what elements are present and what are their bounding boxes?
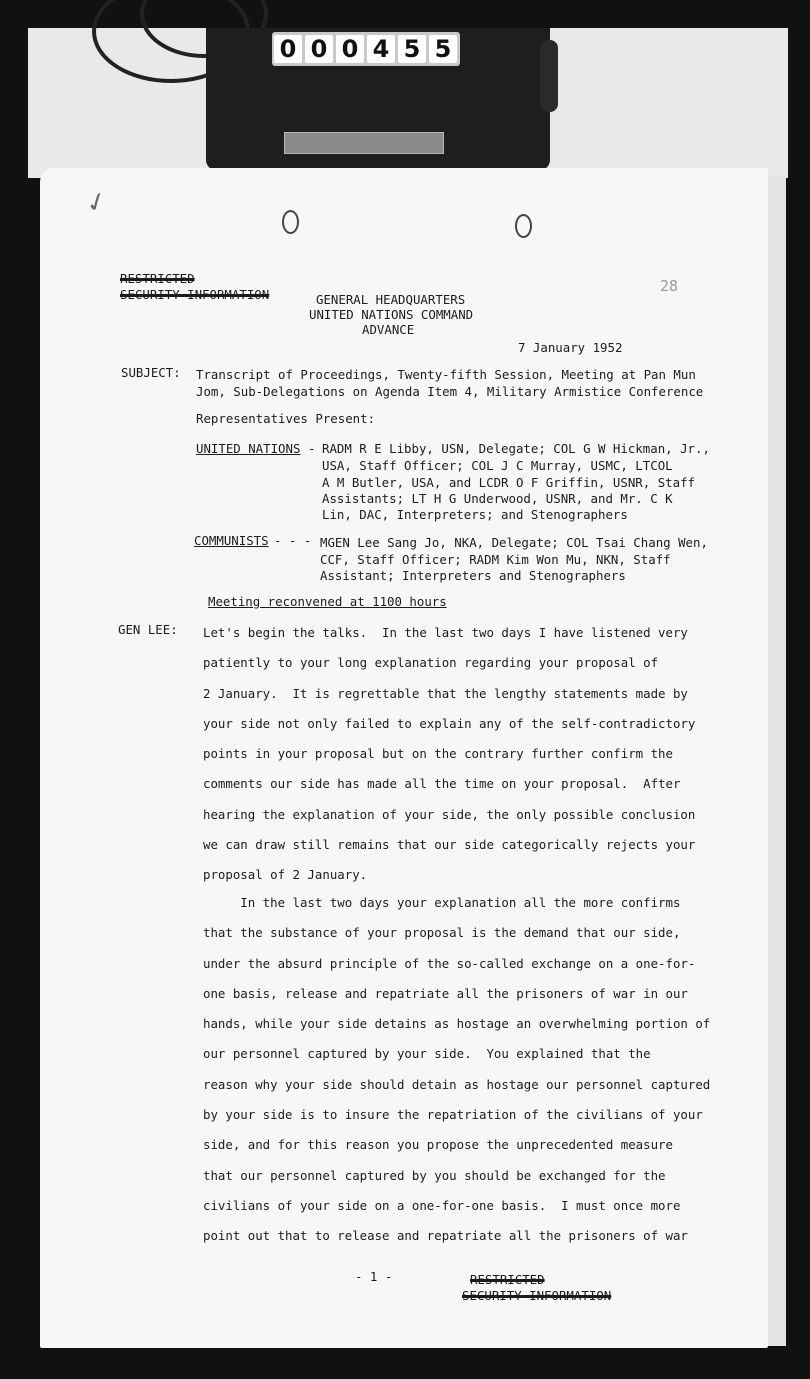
counter-digit: 5	[398, 35, 426, 63]
statement-line: under the absurd principle of the so-called exchange on a one-for-	[203, 955, 696, 971]
classification-security: SECURITY INFORMATION	[120, 287, 270, 302]
page-mark: 28	[660, 277, 679, 295]
statement-line: Let's begin the talks. In the last two days I have listened very	[203, 625, 688, 640]
statement-line: points in your proposal but on the contrary further confirm the	[203, 746, 673, 762]
punch-hole-left	[282, 210, 299, 234]
communists-delegation-line: Assistant; Interpreters and Stenographers	[320, 568, 626, 583]
statement-line: patiently to your long explanation regarding your proposal of	[203, 655, 659, 671]
statement-line: proposal of 2 January.	[203, 867, 368, 883]
speaker-label: GEN LEE:	[118, 622, 178, 637]
subject-line-2: Jom, Sub-Delegations on Agenda Item 4, Military Armistice Conference	[196, 384, 704, 399]
un-delegation-line: A M Butler, USA, and LCDR O F Griffin, USNR, Staff	[322, 475, 695, 490]
un-delegation-separator: -	[308, 441, 316, 456]
counter-digit: 0	[336, 35, 364, 63]
header-line-2: UNITED NATIONS COMMAND	[309, 307, 474, 322]
un-delegation-line: RADM R E Libby, USN, Delegate; COL G W Hickman, Jr.,	[322, 441, 710, 456]
check-mark-icon: ✓	[81, 185, 113, 221]
statement-line: comments our side has made all the time on your proposal. After	[203, 776, 681, 792]
subject-line-1: Transcript of Proceedings, Twenty-fifth Session, Meeting at Pan Mun	[196, 367, 696, 382]
statement-line: civilians of your side on a one-for-one basis. I must once more	[203, 1197, 681, 1213]
meeting-reconvened-line: Meeting reconvened at 1100 hours	[208, 594, 447, 609]
communists-delegation-separator: - - -	[274, 533, 312, 548]
punch-hole-right	[515, 214, 532, 238]
statement-line: one basis, release and repatriate all the prisoners of war in our	[203, 985, 688, 1001]
frame-counter	[272, 32, 460, 66]
un-delegation-line: Assistants; LT H G Underwood, USNR, and Mr. C K	[322, 491, 673, 506]
counter-digit: 4	[367, 35, 395, 63]
un-delegation-label: UNITED NATIONS	[196, 441, 301, 456]
statement-line: we can draw still remains that our side categorically rejects your	[203, 837, 696, 853]
statement-line: your side not only failed to explain any of the self-contradictory	[203, 715, 696, 731]
un-delegation-line: Lin, DAC, Interpreters; and Stenographers	[322, 507, 628, 522]
statement-paragraph-2	[203, 888, 710, 1252]
statement-line: point out that to release and repatriate all the prisoners of war	[203, 1228, 688, 1244]
subject-label: SUBJECT:	[121, 365, 181, 380]
statement-line: our personnel captured by your side. You explained that the	[203, 1046, 651, 1062]
statement-line: by your side is to insure the repatriation of the civilians of your	[203, 1107, 703, 1123]
header-line-1: GENERAL HEADQUARTERS	[316, 292, 466, 307]
statement-line: that our personnel captured by you should be exchanged for the	[203, 1167, 666, 1183]
statement-line: hearing the explanation of your side, the only possible conclusion	[203, 806, 696, 822]
un-delegation-line: USA, Staff Officer; COL J C Murray, USMC, LTCOL	[322, 458, 673, 473]
counter-label-plate	[284, 132, 444, 154]
communists-delegation-label: COMMUNISTS	[194, 533, 269, 548]
statement-paragraph-1	[203, 618, 695, 891]
communists-delegation-line: MGEN Lee Sang Jo, NKA, Delegate; COL Tsai Chang Wen,	[320, 535, 708, 550]
footer-classification-restricted: RESTRICTED	[470, 1272, 545, 1287]
page-number: - 1 -	[355, 1269, 393, 1284]
footer-classification-security: SECURITY INFORMATION	[462, 1288, 612, 1303]
counter-knob	[540, 40, 558, 112]
counter-digit: 0	[305, 35, 333, 63]
header-line-3: ADVANCE	[362, 322, 415, 337]
representatives-label: Representatives Present:	[196, 411, 376, 426]
statement-line: that the substance of your proposal is the demand that our side,	[203, 925, 681, 941]
counter-digit: 5	[429, 35, 457, 63]
communists-delegation-line: CCF, Staff Officer; RADM Kim Won Mu, NKN, Staff	[320, 552, 671, 567]
statement-line: reason why your side should detain as hostage our personnel captured	[203, 1076, 711, 1092]
statement-line: side, and for this reason you propose the unprecedented measure	[203, 1137, 673, 1153]
statement-line: 2 January. It is regrettable that the lengthy statements made by	[203, 685, 688, 701]
statement-line: In the last two days your explanation all the more confirms	[203, 895, 681, 910]
document-date: 7 January 1952	[518, 340, 623, 355]
statement-line: hands, while your side detains as hostage an overwhelming portion of	[203, 1016, 711, 1032]
classification-restricted: RESTRICTED	[120, 271, 195, 286]
counter-digit: 0	[274, 35, 302, 63]
